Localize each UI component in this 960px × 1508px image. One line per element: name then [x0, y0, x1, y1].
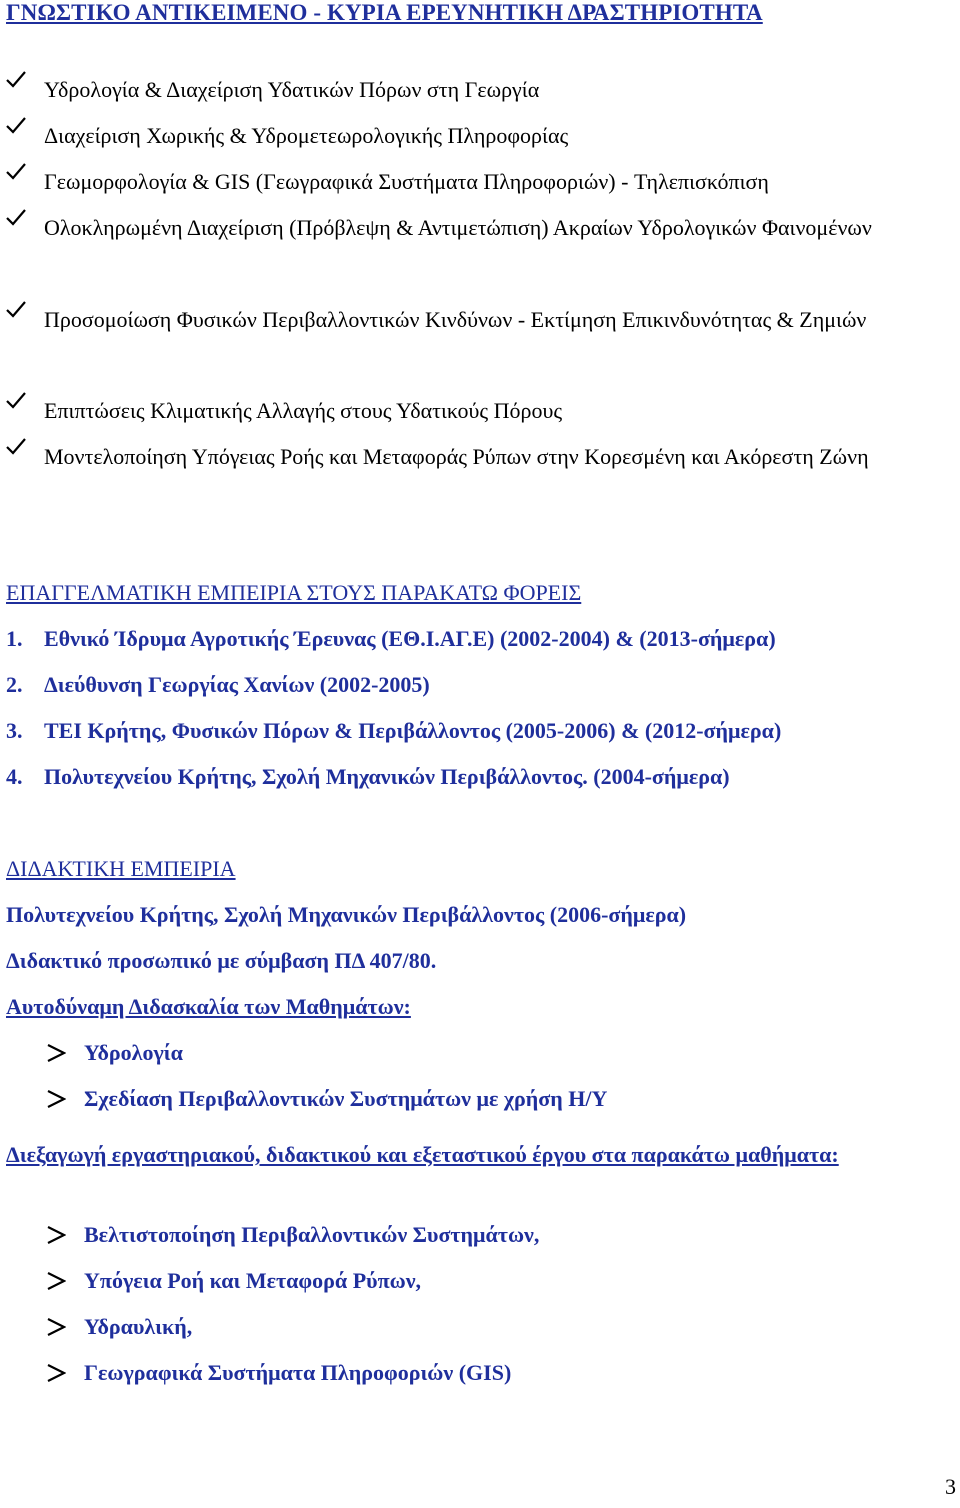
research-item-text: Προσομοίωση Φυσικών Περιβαλλοντικών Κινδύνων - Εκτίμηση Επικινδυνότητας & Ζημιών [44, 307, 867, 332]
arrowhead-icon [46, 1363, 66, 1389]
institution-item [6, 672, 430, 698]
institution-number: 4. [6, 764, 23, 789]
research-item [6, 297, 928, 343]
heading-professional-experience: ΕΠΑΓΓΕΛΜΑΤΙΚΗ ΕΜΠΕΙΡΙΑ ΣΤΟΥΣ ΠΑΡΑΚΑΤΩ ΦΟΡΕΙΣ [6, 580, 582, 605]
course-item [46, 1086, 607, 1112]
course-item-text: Γεωγραφικά Συστήματα Πληροφοριών (GIS) [84, 1360, 512, 1385]
research-item-text: Γεωμορφολογία & GIS (Γεωγραφικά Συστήματα Πληροφοριών) - Τηλεπισκόπιση [44, 169, 769, 194]
institution-text: Διεύθυνση Γεωργίας Χανίων (2002-2005) [44, 672, 430, 697]
research-item [6, 205, 928, 251]
independent-teaching-heading: Αυτοδύναμη Διδασκαλία των Μαθημάτων: [6, 994, 411, 1019]
institution-text: Εθνικό Ίδρυμα Αγροτικής Έρευνας (ΕΘ.Ι.ΑΓ.Ε) (2002-2004) & (2013-σήμερα) [44, 626, 776, 651]
research-item-text: Μοντελοποίηση Υπόγειας Ροής και Μεταφοράς Ρύπων στην Κορεσμένη και Ακόρεστη Ζώνη [44, 444, 869, 469]
arrowhead-icon [46, 1271, 66, 1297]
research-item-text: Επιπτώσεις Κλιματικής Αλλαγής στους Υδατικούς Πόρους [44, 398, 563, 423]
institution-item [6, 718, 781, 744]
course-item-text: Υδραυλική, [84, 1314, 193, 1339]
teaching-institution: Πολυτεχνείου Κρήτης, Σχολή Μηχανικών Περιβάλλοντος (2006-σήμερα) [6, 902, 687, 927]
research-item-text: Ολοκληρωμένη Διαχείριση (Πρόβλεψη & Αντιμετώπιση) Ακραίων Υδρολογικών Φαινομένων [44, 215, 872, 240]
arrowhead-icon [46, 1043, 66, 1069]
arrowhead-icon [46, 1089, 66, 1115]
course-item [46, 1268, 421, 1294]
teaching-contract: Διδακτικό προσωπικό με σύμβαση ΠΔ 407/80. [6, 948, 437, 973]
course-item [46, 1314, 192, 1340]
institution-number: 1. [6, 626, 23, 651]
institution-item [6, 764, 730, 790]
institution-text: Πολυτεχνείου Κρήτης, Σχολή Μηχανικών Περιβάλλοντος. (2004-σήμερα) [44, 764, 730, 789]
page-number: 3 [945, 1474, 956, 1499]
institution-text: ΤΕΙ Κρήτης, Φυσικών Πόρων & Περιβάλλοντος (2005-2006) & (2012-σήμερα) [44, 718, 782, 743]
course-item [46, 1360, 511, 1386]
check-icon [6, 434, 32, 461]
course-item-text: Βελτιστοποίηση Περιβαλλοντικών Συστημάτων, [84, 1222, 540, 1247]
research-item [6, 434, 928, 480]
lab-teaching-heading: Διεξαγωγή εργαστηριακού, διδακτικού και εξεταστικού έργου στα παρακάτω μαθήματα: [6, 1142, 839, 1167]
check-icon [6, 297, 32, 324]
arrowhead-icon [46, 1225, 66, 1251]
institution-item [6, 626, 776, 652]
course-item-text: Υπόγεια Ροή και Μεταφορά Ρύπων, [84, 1268, 422, 1293]
heading-teaching-experience: ΔΙΔΑΚΤΙΚΗ ΕΜΠΕΙΡΙΑ [6, 856, 236, 881]
institution-number: 2. [6, 672, 23, 697]
research-item [6, 388, 956, 434]
course-item [46, 1222, 539, 1248]
check-icon [6, 67, 32, 94]
institution-number: 3. [6, 718, 23, 743]
research-item [6, 113, 956, 159]
research-item [6, 159, 956, 205]
course-item-text: Υδρολογία [84, 1040, 183, 1065]
research-item-text: Διαχείριση Χωρικής & Υδρομετεωρολογικής Πληροφορίας [44, 123, 569, 148]
course-item [46, 1040, 183, 1066]
research-item [6, 67, 956, 113]
course-item-text: Σχεδίαση Περιβαλλοντικών Συστημάτων με χρήση Η/Υ [84, 1086, 608, 1111]
arrowhead-icon [46, 1317, 66, 1343]
research-item-text: Υδρολογία & Διαχείριση Υδατικών Πόρων στη Γεωργία [44, 77, 540, 102]
check-icon [6, 388, 32, 415]
check-icon [6, 159, 32, 186]
check-icon [6, 205, 32, 232]
check-icon [6, 113, 32, 140]
heading-cognitive-object: ΓΝΩΣΤΙΚΟ ΑΝΤΙΚΕΙΜΕΝΟ - ΚΥΡΙΑ ΕΡΕΥΝΗΤΙΚΗ ΔΡΑΣΤΗΡΙΟΤΗΤΑ [6, 0, 763, 25]
